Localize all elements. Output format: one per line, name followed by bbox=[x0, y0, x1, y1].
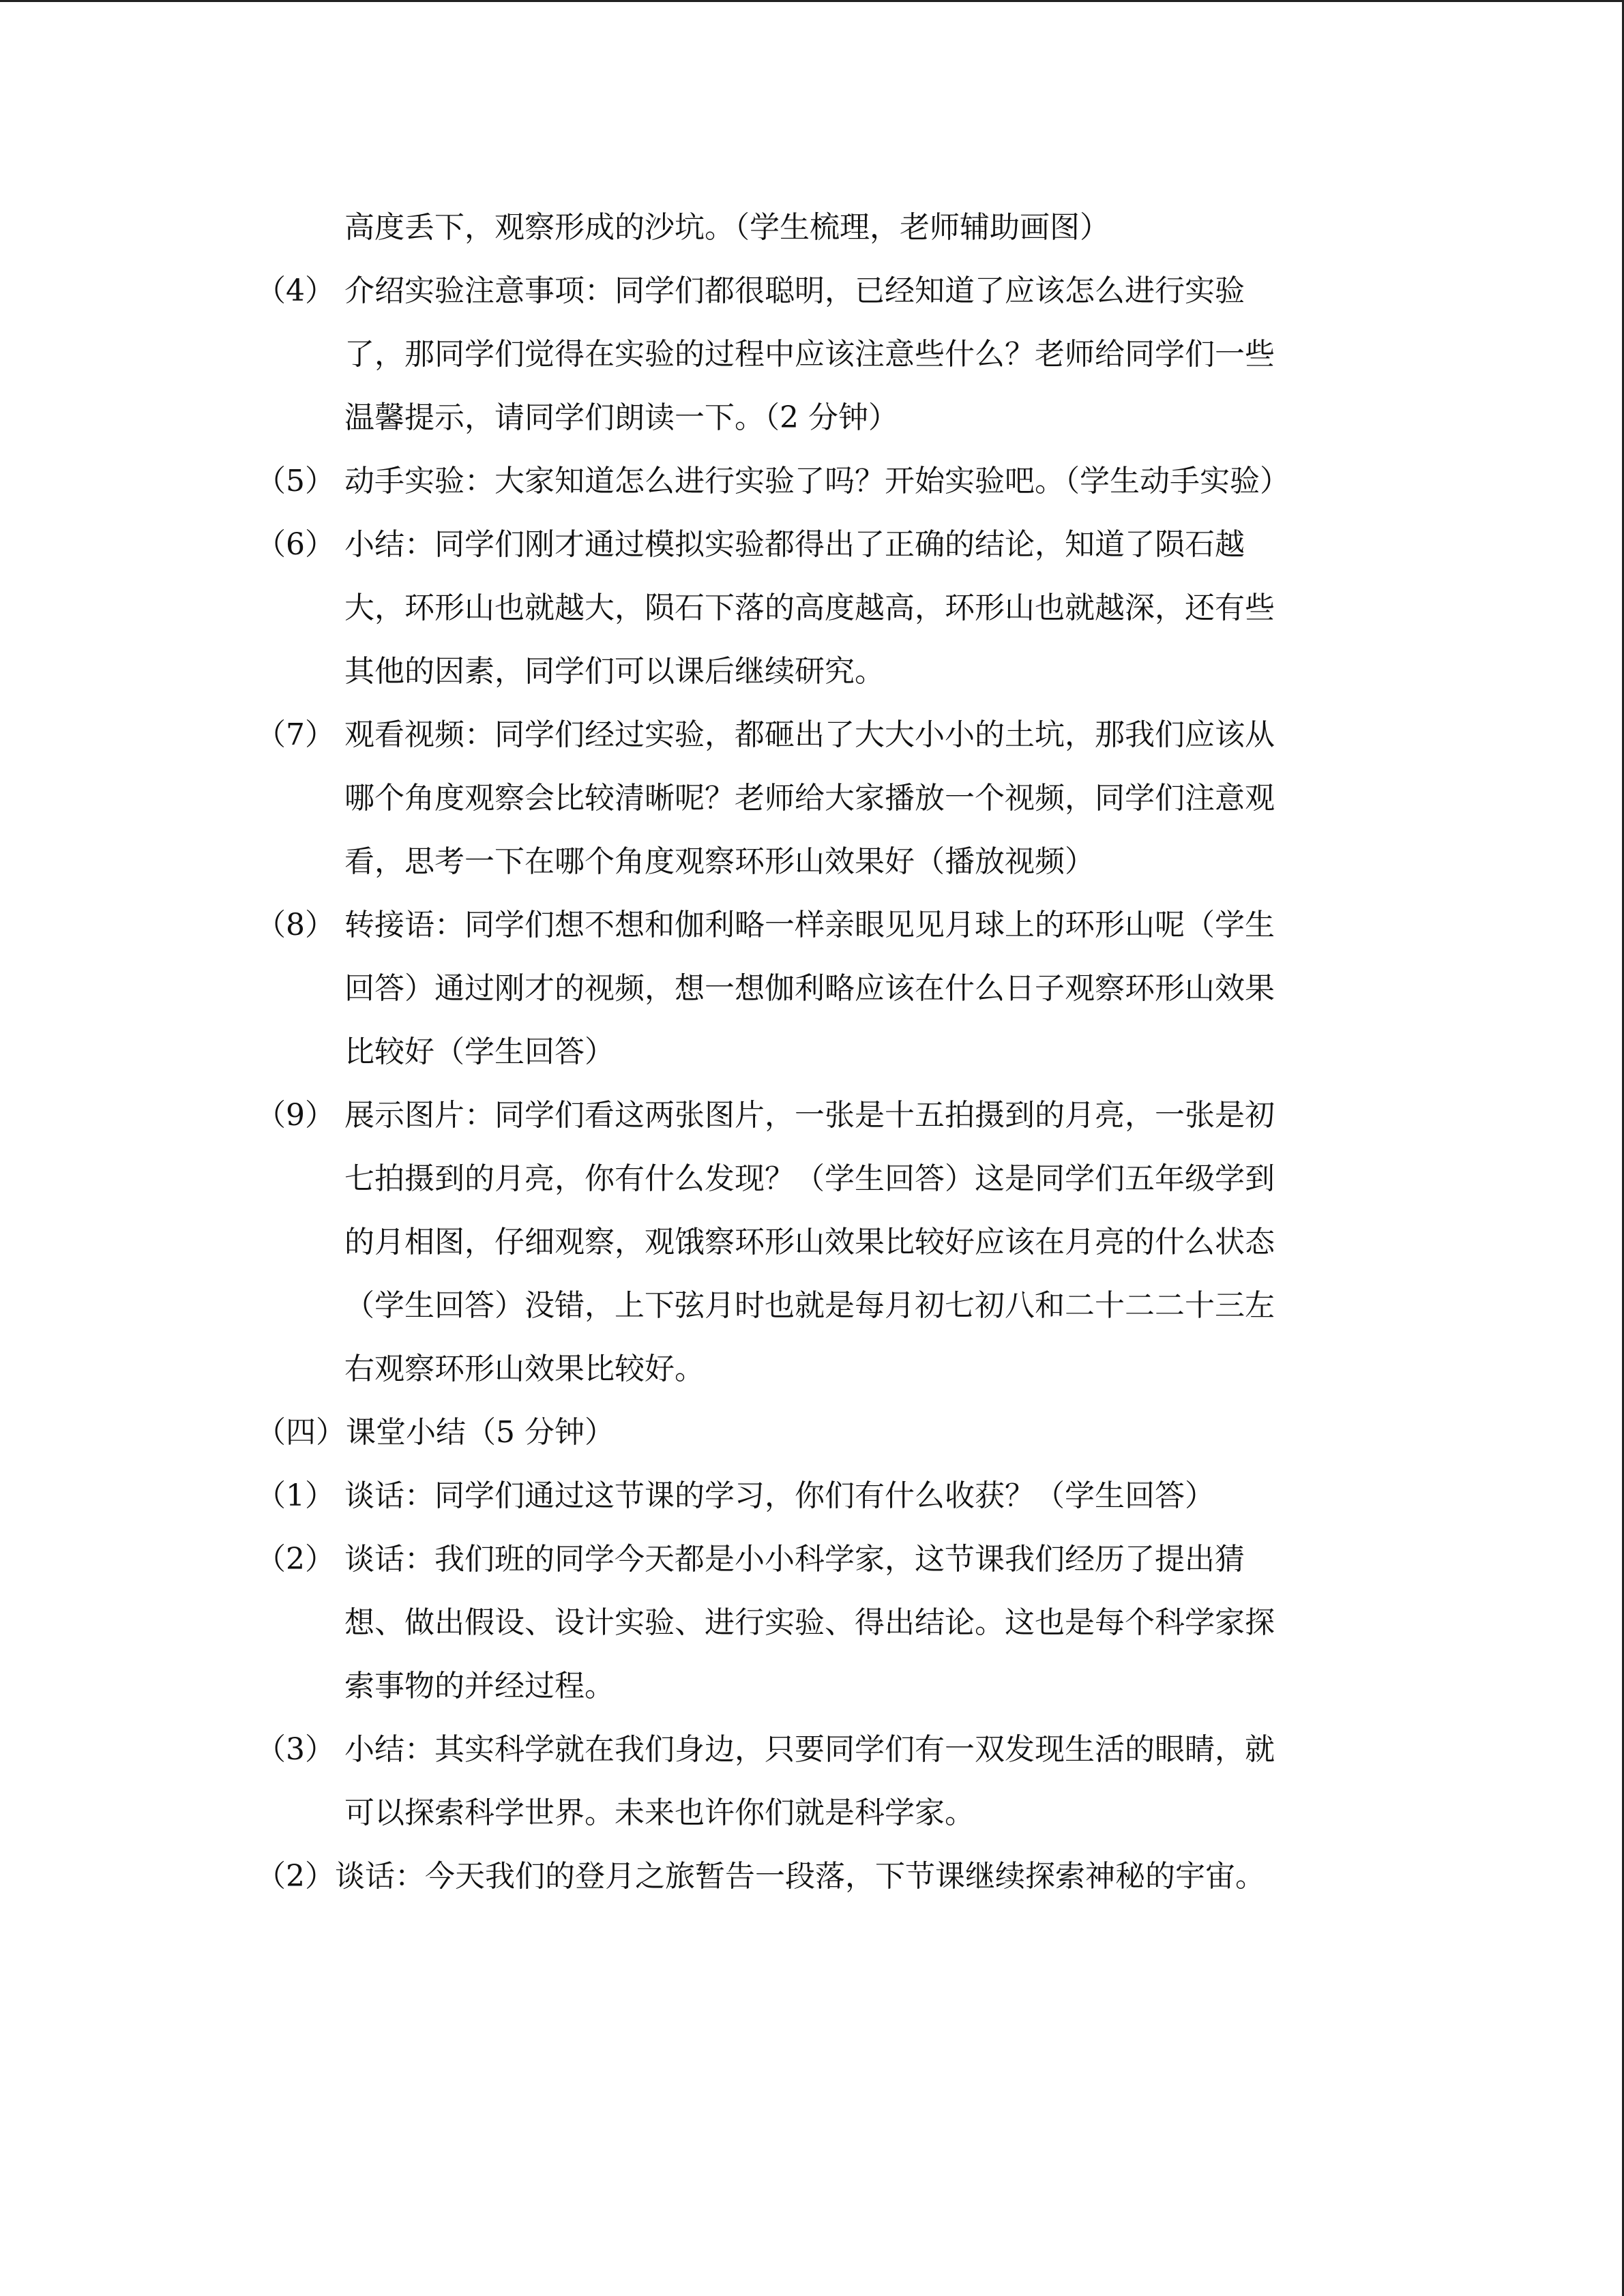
line-text: 温馨提示，请同学们朗读一下。（2 分钟） bbox=[344, 400, 898, 435]
item-number: （8） bbox=[256, 908, 335, 942]
line-text: 哪个角度观察会比较清晰呢？老师给大家播放一个视频，同学们注意观 bbox=[344, 781, 1275, 816]
line-text: 右观察环形山效果比较好。 bbox=[344, 1352, 705, 1386]
item-number: （9） bbox=[256, 1098, 335, 1133]
line-text: 介绍实验注意事项：同学们都很聪明，已经知道了应该怎么进行实验 bbox=[344, 273, 1245, 308]
line-text: 谈话：同学们通过这节课的学习，你们有什么收获？（学生回答） bbox=[344, 1478, 1215, 1513]
line-text: 索事物的并经过程。 bbox=[344, 1669, 615, 1703]
line-text: 想、做出假设、设计实验、进行实验、得出结论。这也是每个科学家探 bbox=[344, 1605, 1275, 1640]
line-text: 回答）通过刚才的视频，想一想伽利略应该在什么日子观察环形山效果 bbox=[344, 971, 1275, 1006]
item-number: （3） bbox=[256, 1732, 335, 1767]
line-text: 动手实验：大家知道怎么进行实验了吗？开始实验吧。（学生动手实验） bbox=[344, 464, 1290, 498]
line-text: 的月相图，仔细观察，观饿察环形山效果比较好应该在月亮的什么状态 bbox=[344, 1225, 1275, 1259]
line-text: 七拍摄到的月亮，你有什么发现？（学生回答）这是同学们五年级学到 bbox=[344, 1161, 1275, 1196]
item-number: （4） bbox=[256, 273, 335, 308]
line-text: 可以探索科学世界。未来也许你们就是科学家。 bbox=[344, 1795, 975, 1830]
line-text: 大，环形山也就越大，陨石下落的高度越高，环形山也就越深，还有些 bbox=[344, 591, 1275, 625]
line-text: 了，那同学们觉得在实验的过程中应该注意些什么？老师给同学们一些 bbox=[344, 337, 1275, 372]
line-text: 小结：同学们刚才通过模拟实验都得出了正确的结论，知道了陨石越 bbox=[344, 527, 1245, 562]
line-text: （学生回答）没错，上下弦月时也就是每月初七初八和二十二二十三左 bbox=[344, 1288, 1275, 1323]
item-number: （1） bbox=[256, 1478, 335, 1513]
item-number: （2） bbox=[256, 1542, 335, 1577]
section-heading-text: （四）课堂小结（5 分钟） bbox=[256, 1415, 615, 1450]
line-text: 其他的因素，同学们可以课后继续研究。 bbox=[344, 654, 885, 689]
line-text: 展示图片：同学们看这两张图片，一张是十五拍摄到的月亮，一张是初 bbox=[344, 1098, 1275, 1133]
line-text: 转接语：同学们想不想和伽利略一样亲眼见见月球上的环形山呢（学生 bbox=[344, 908, 1275, 942]
line-text: 观看视频：同学们经过实验，都砸出了大大小小的土坑，那我们应该从 bbox=[344, 717, 1275, 752]
line-text: 小结：其实科学就在我们身边，只要同学们有一双发现生活的眼睛，就 bbox=[344, 1732, 1275, 1767]
line-text: 高度丢下，观察形成的沙坑。（学生梳理，老师辅助画图） bbox=[344, 210, 1110, 245]
line-text: 看，思考一下在哪个角度观察环形山效果好（播放视频） bbox=[344, 844, 1095, 879]
item-number: （7） bbox=[256, 717, 335, 752]
line-text: 比较好（学生回答） bbox=[344, 1034, 615, 1069]
line-text: 谈话：我们班的同学今天都是小小科学家，这节课我们经历了提出猜 bbox=[344, 1542, 1245, 1577]
item-number: （6） bbox=[256, 527, 335, 562]
line-text: （2）谈话：今天我们的登月之旅暂告一段落，下节课继续探索神秘的宇宙。 bbox=[256, 1859, 1265, 1894]
item-number: （5） bbox=[256, 464, 335, 498]
